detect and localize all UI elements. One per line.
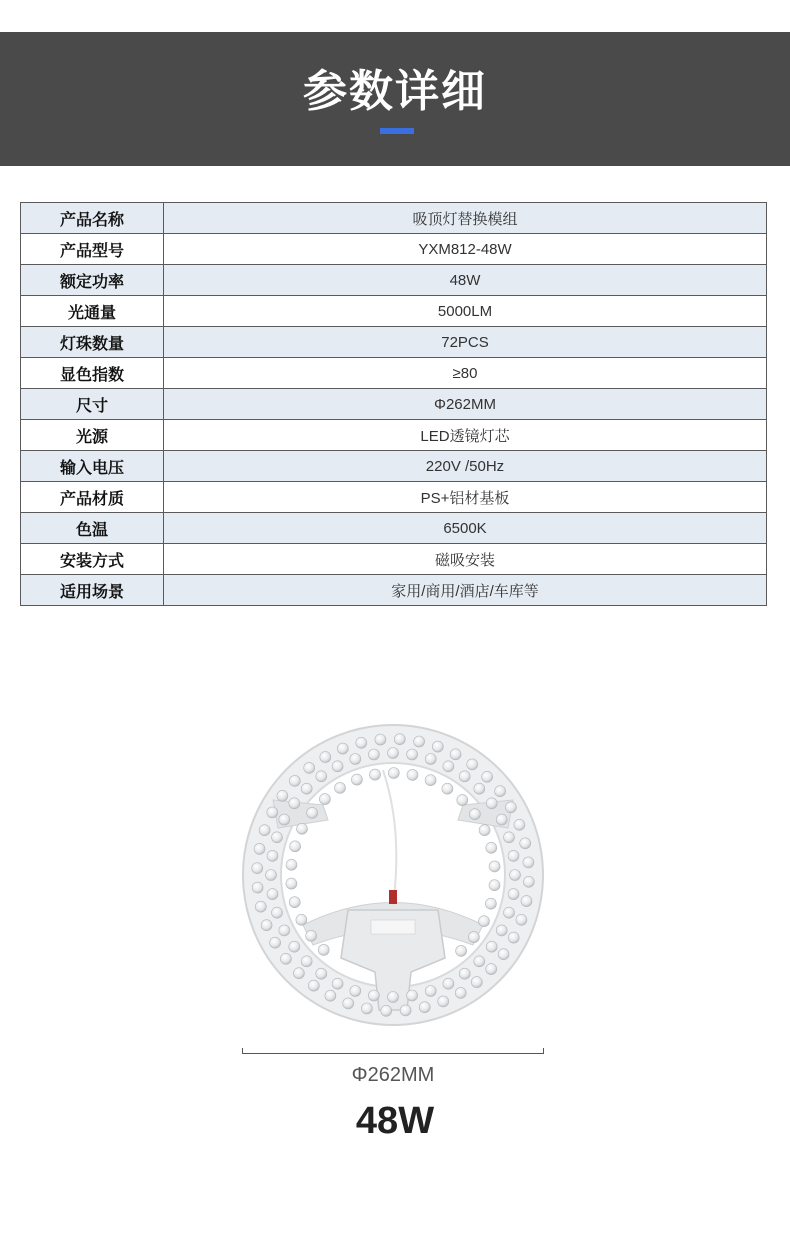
led-lens bbox=[267, 850, 278, 861]
led-lens bbox=[316, 771, 327, 782]
spec-row bbox=[21, 234, 767, 265]
led-lens bbox=[459, 968, 470, 979]
led-lens bbox=[505, 802, 516, 813]
led-lens bbox=[442, 783, 453, 794]
led-lens bbox=[297, 823, 308, 834]
title-underline bbox=[380, 128, 414, 134]
led-lens bbox=[337, 743, 348, 754]
led-lens bbox=[320, 752, 331, 763]
led-lens bbox=[468, 932, 479, 943]
spec-key: 额定功率 bbox=[21, 265, 164, 296]
led-lens bbox=[516, 914, 527, 925]
spec-row bbox=[21, 203, 767, 234]
led-lens bbox=[438, 996, 449, 1007]
led-lens bbox=[471, 977, 482, 988]
led-lens bbox=[514, 819, 525, 830]
led-lens bbox=[485, 898, 496, 909]
led-lens bbox=[479, 825, 490, 836]
led-lens bbox=[496, 814, 507, 825]
led-lens bbox=[489, 861, 500, 872]
spec-row bbox=[21, 513, 767, 544]
led-lens bbox=[425, 754, 436, 765]
spec-value: Φ262MM bbox=[164, 389, 767, 420]
spec-key: 产品型号 bbox=[21, 234, 164, 265]
led-lens bbox=[510, 870, 521, 881]
spec-value: 6500K bbox=[164, 513, 767, 544]
led-lens bbox=[301, 783, 312, 794]
spec-key: 色温 bbox=[21, 513, 164, 544]
led-lens bbox=[457, 795, 468, 806]
led-lens bbox=[443, 978, 454, 989]
led-lens bbox=[350, 986, 361, 997]
led-lens bbox=[279, 814, 290, 825]
led-lens bbox=[498, 949, 509, 960]
diameter-label: Φ262MM bbox=[351, 1064, 435, 1086]
led-lens bbox=[419, 1002, 430, 1013]
led-lens bbox=[504, 832, 515, 843]
led-lens bbox=[482, 771, 493, 782]
led-lens bbox=[521, 896, 532, 907]
led-lens bbox=[307, 807, 318, 818]
led-lens bbox=[407, 769, 418, 780]
led-lens bbox=[332, 761, 343, 772]
spec-key: 输入电压 bbox=[21, 451, 164, 482]
led-lens bbox=[343, 998, 354, 1009]
led-lens bbox=[443, 761, 454, 772]
led-lens bbox=[486, 941, 497, 952]
led-lens bbox=[508, 932, 519, 943]
led-lens bbox=[289, 897, 300, 908]
led-lens bbox=[255, 901, 266, 912]
dimension-line bbox=[242, 1053, 544, 1054]
spec-row bbox=[21, 420, 767, 451]
led-lens bbox=[486, 964, 497, 975]
spec-row bbox=[21, 575, 767, 606]
led-lens bbox=[252, 863, 263, 874]
led-lens bbox=[277, 790, 288, 801]
led-lens bbox=[388, 992, 399, 1003]
spec-value: 48W bbox=[164, 265, 767, 296]
spec-value: 220V /50Hz bbox=[164, 451, 767, 482]
led-lens bbox=[375, 734, 386, 745]
spec-key: 适用场景 bbox=[21, 575, 164, 606]
led-lens bbox=[318, 944, 329, 955]
power-label: 48W bbox=[355, 1100, 435, 1142]
spec-key: 安装方式 bbox=[21, 544, 164, 575]
led-lens bbox=[304, 762, 315, 773]
led-module-image bbox=[233, 710, 553, 1040]
led-lens bbox=[467, 759, 478, 770]
spec-value: ≥80 bbox=[164, 358, 767, 389]
led-lens bbox=[425, 986, 436, 997]
led-lens bbox=[290, 841, 301, 852]
spec-row bbox=[21, 358, 767, 389]
spec-key: 显色指数 bbox=[21, 358, 164, 389]
led-lens bbox=[407, 749, 418, 760]
led-lens bbox=[267, 807, 278, 818]
led-lens bbox=[425, 775, 436, 786]
spec-value: 5000LM bbox=[164, 296, 767, 327]
led-lens bbox=[254, 843, 265, 854]
led-lens bbox=[368, 749, 379, 760]
led-lens bbox=[474, 783, 485, 794]
led-lens bbox=[252, 882, 263, 893]
spec-value: LED透镜灯芯 bbox=[164, 420, 767, 451]
led-lens bbox=[479, 916, 490, 927]
spec-value: PS+铝材基板 bbox=[164, 482, 767, 513]
led-lens bbox=[495, 786, 506, 797]
led-lens bbox=[486, 798, 497, 809]
led-lens bbox=[316, 968, 327, 979]
led-lens bbox=[286, 878, 297, 889]
spec-key: 产品材质 bbox=[21, 482, 164, 513]
led-lens bbox=[270, 937, 281, 948]
led-lens bbox=[523, 876, 534, 887]
led-lens bbox=[335, 782, 346, 793]
led-lens bbox=[508, 850, 519, 861]
led-lens bbox=[259, 825, 270, 836]
led-lens bbox=[388, 748, 399, 759]
led-lens bbox=[279, 925, 290, 936]
led-lens bbox=[450, 749, 461, 760]
spec-key: 光源 bbox=[21, 420, 164, 451]
led-lens bbox=[474, 956, 485, 967]
spec-key: 产品名称 bbox=[21, 203, 164, 234]
led-lens bbox=[489, 880, 500, 891]
led-lens bbox=[455, 987, 466, 998]
led-lens bbox=[325, 990, 336, 1001]
led-lens bbox=[289, 775, 300, 786]
led-lens bbox=[289, 798, 300, 809]
spec-key: 光通量 bbox=[21, 296, 164, 327]
spec-row bbox=[21, 265, 767, 296]
spec-table bbox=[20, 202, 767, 606]
led-lens bbox=[261, 920, 272, 931]
led-lens bbox=[370, 769, 381, 780]
led-lens bbox=[504, 907, 515, 918]
led-lens bbox=[308, 980, 319, 991]
page-title: 参数详细 bbox=[303, 66, 487, 117]
led-lens bbox=[414, 736, 425, 747]
spec-key: 灯珠数量 bbox=[21, 327, 164, 358]
led-lens bbox=[459, 771, 470, 782]
led-lens bbox=[361, 1003, 372, 1014]
led-lens bbox=[272, 907, 283, 918]
spec-value: 吸顶灯替换模组 bbox=[164, 203, 767, 234]
led-lens bbox=[394, 734, 405, 745]
led-lens bbox=[293, 968, 304, 979]
led-lens bbox=[296, 914, 307, 925]
spec-row bbox=[21, 389, 767, 420]
led-lens bbox=[272, 832, 283, 843]
led-lens bbox=[486, 842, 497, 853]
led-lens bbox=[496, 925, 507, 936]
spec-value: YXM812-48W bbox=[164, 234, 767, 265]
led-lens bbox=[301, 956, 312, 967]
led-lens bbox=[432, 741, 443, 752]
spec-row bbox=[21, 327, 767, 358]
led-lens bbox=[350, 754, 361, 765]
led-lens bbox=[266, 870, 277, 881]
led-lens bbox=[469, 809, 480, 820]
led-lens bbox=[306, 930, 317, 941]
led-lens bbox=[319, 794, 330, 805]
spec-value: 72PCS bbox=[164, 327, 767, 358]
led-lens bbox=[267, 889, 278, 900]
led-lens bbox=[381, 1005, 392, 1016]
spec-value: 磁吸安装 bbox=[164, 544, 767, 575]
led-lens bbox=[456, 945, 467, 956]
led-lens bbox=[289, 941, 300, 952]
led-lens bbox=[368, 990, 379, 1001]
led-lens bbox=[332, 978, 343, 989]
spec-value: 家用/商用/酒店/车库等 bbox=[164, 575, 767, 606]
led-lens bbox=[520, 838, 531, 849]
led-lens bbox=[280, 953, 291, 964]
spec-key: 尺寸 bbox=[21, 389, 164, 420]
led-lens bbox=[286, 859, 297, 870]
led-lens bbox=[400, 1005, 411, 1016]
led-lens bbox=[407, 990, 418, 1001]
led-lens bbox=[508, 889, 519, 900]
spec-row bbox=[21, 451, 767, 482]
spec-row bbox=[21, 544, 767, 575]
led-lens bbox=[356, 737, 367, 748]
led-lens bbox=[388, 768, 399, 779]
led-lens bbox=[523, 857, 534, 868]
led-lens bbox=[351, 774, 362, 785]
spec-row bbox=[21, 482, 767, 513]
spec-row bbox=[21, 296, 767, 327]
